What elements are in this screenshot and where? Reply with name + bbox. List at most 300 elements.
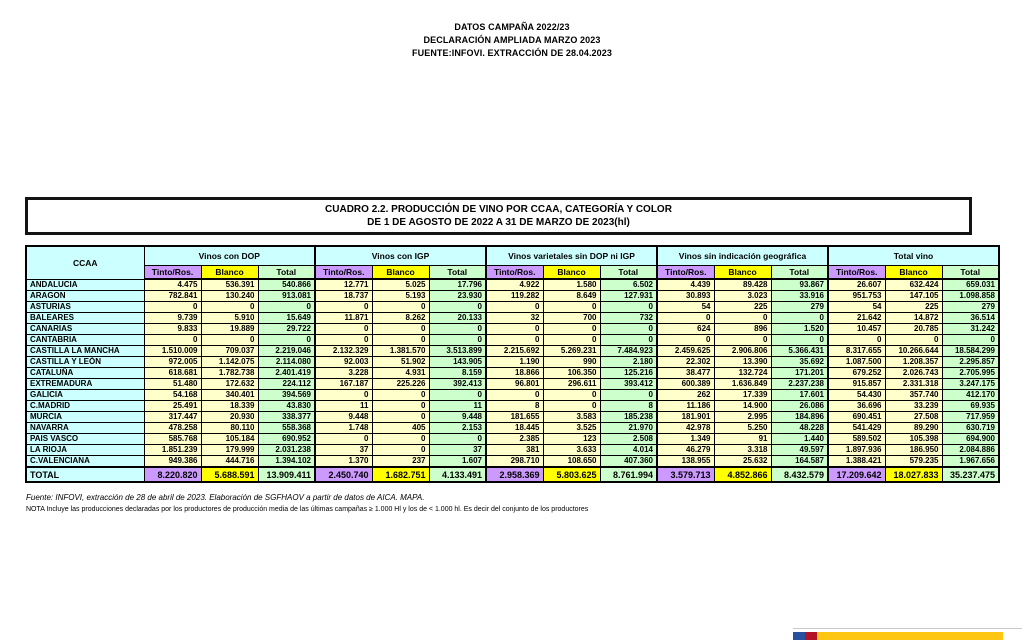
data-cell: 25.491 bbox=[144, 401, 201, 412]
data-cell: 179.999 bbox=[201, 445, 258, 456]
tinto-ros-header: Tinto/Ros. bbox=[486, 265, 543, 279]
data-cell: 1.190 bbox=[486, 357, 543, 368]
data-cell: 172.632 bbox=[201, 379, 258, 390]
data-cell: 618.681 bbox=[144, 368, 201, 379]
data-cell: 2.237.238 bbox=[771, 379, 828, 390]
data-cell: 262 bbox=[657, 390, 714, 401]
data-cell: 54.168 bbox=[144, 390, 201, 401]
data-cell: 11 bbox=[429, 401, 486, 412]
row-label: C.VALENCIANA bbox=[26, 456, 144, 468]
data-cell: 225 bbox=[885, 302, 942, 313]
data-cell: 1.440 bbox=[771, 434, 828, 445]
blanco-header: Blanco bbox=[372, 265, 429, 279]
data-cell: 972.005 bbox=[144, 357, 201, 368]
data-cell: 630.719 bbox=[942, 423, 999, 434]
data-cell: 15.649 bbox=[258, 313, 315, 324]
table-title-box bbox=[25, 197, 972, 235]
data-cell: 1.087.500 bbox=[828, 357, 885, 368]
data-cell: 0 bbox=[600, 335, 657, 346]
total-cell: 8.761.994 bbox=[600, 467, 657, 482]
row-label: C.MADRID bbox=[26, 401, 144, 412]
data-cell: 54 bbox=[657, 302, 714, 313]
data-cell: 2.215.692 bbox=[486, 346, 543, 357]
data-cell: 412.170 bbox=[942, 390, 999, 401]
data-cell: 0 bbox=[258, 302, 315, 313]
data-cell: 4.475 bbox=[144, 279, 201, 291]
data-cell: 5.269.231 bbox=[543, 346, 600, 357]
data-cell: 92.003 bbox=[315, 357, 372, 368]
data-cell: 951.753 bbox=[828, 291, 885, 302]
row-label: BALEARES bbox=[26, 313, 144, 324]
data-cell: 17.601 bbox=[771, 390, 828, 401]
data-cell: 2.132.329 bbox=[315, 346, 372, 357]
data-cell: 1.510.009 bbox=[144, 346, 201, 357]
data-cell: 1.580 bbox=[543, 279, 600, 291]
data-cell: 2.508 bbox=[600, 434, 657, 445]
table-row bbox=[26, 456, 999, 468]
data-cell: 0 bbox=[201, 302, 258, 313]
total-cell: 5.688.591 bbox=[201, 467, 258, 482]
data-cell: 279 bbox=[942, 302, 999, 313]
data-cell: 8 bbox=[600, 401, 657, 412]
data-cell: 42.978 bbox=[657, 423, 714, 434]
data-cell: 8.262 bbox=[372, 313, 429, 324]
total-cell: 17.209.642 bbox=[828, 467, 885, 482]
data-cell: 296.611 bbox=[543, 379, 600, 390]
table-row bbox=[26, 401, 999, 412]
data-cell: 1.636.849 bbox=[714, 379, 771, 390]
data-cell: 3.583 bbox=[543, 412, 600, 423]
row-label: PAIS VASCO bbox=[26, 434, 144, 445]
data-cell: 0 bbox=[372, 445, 429, 456]
data-cell: 2.180 bbox=[600, 357, 657, 368]
data-cell: 0 bbox=[372, 302, 429, 313]
data-cell: 298.710 bbox=[486, 456, 543, 468]
blanco-header: Blanco bbox=[714, 265, 771, 279]
campaign-line: DATOS CAMPAÑA 2022/23 bbox=[454, 22, 570, 32]
data-cell: 9.448 bbox=[429, 412, 486, 423]
data-cell: 407.360 bbox=[600, 456, 657, 468]
data-cell: 990 bbox=[543, 357, 600, 368]
data-cell: 8.317.655 bbox=[828, 346, 885, 357]
data-cell: 0 bbox=[771, 335, 828, 346]
data-cell: 478.258 bbox=[144, 423, 201, 434]
flag-red-segment bbox=[805, 632, 817, 640]
data-cell: 29.722 bbox=[258, 324, 315, 335]
data-cell: 224.112 bbox=[258, 379, 315, 390]
table-row bbox=[26, 291, 999, 302]
data-cell: 181.901 bbox=[657, 412, 714, 423]
data-cell: 340.401 bbox=[201, 390, 258, 401]
data-cell: 69.935 bbox=[942, 401, 999, 412]
data-cell: 0 bbox=[258, 335, 315, 346]
data-cell: 1.142.075 bbox=[201, 357, 258, 368]
total-cell: 13.909.411 bbox=[258, 467, 315, 482]
data-cell: 9.833 bbox=[144, 324, 201, 335]
data-cell: 0 bbox=[429, 324, 486, 335]
data-cell: 8.649 bbox=[543, 291, 600, 302]
data-cell: 541.429 bbox=[828, 423, 885, 434]
data-cell: 184.896 bbox=[771, 412, 828, 423]
table-total-row bbox=[26, 467, 999, 482]
data-cell: 0 bbox=[600, 302, 657, 313]
footer-flag-bar bbox=[793, 632, 1003, 640]
data-cell: 0 bbox=[429, 302, 486, 313]
data-cell: 186.950 bbox=[885, 445, 942, 456]
table-row bbox=[26, 346, 999, 357]
data-cell: 13.390 bbox=[714, 357, 771, 368]
data-cell: 51.902 bbox=[372, 357, 429, 368]
data-cell: 2.331.318 bbox=[885, 379, 942, 390]
blanco-header: Blanco bbox=[201, 265, 258, 279]
data-cell: 11.186 bbox=[657, 401, 714, 412]
data-cell: 12.771 bbox=[315, 279, 372, 291]
data-cell: 540.866 bbox=[258, 279, 315, 291]
data-cell: 782.841 bbox=[144, 291, 201, 302]
data-cell: 26.086 bbox=[771, 401, 828, 412]
table-row bbox=[26, 412, 999, 423]
data-cell: 444.716 bbox=[201, 456, 258, 468]
data-cell: 3.228 bbox=[315, 368, 372, 379]
data-cell: 32 bbox=[486, 313, 543, 324]
data-cell: 1.394.102 bbox=[258, 456, 315, 468]
total-cell: 4.133.491 bbox=[429, 467, 486, 482]
row-label: ASTURIAS bbox=[26, 302, 144, 313]
data-cell: 392.413 bbox=[429, 379, 486, 390]
data-cell: 0 bbox=[657, 335, 714, 346]
data-cell: 2.026.743 bbox=[885, 368, 942, 379]
data-cell: 700 bbox=[543, 313, 600, 324]
data-cell: 2.385 bbox=[486, 434, 543, 445]
data-cell: 119.282 bbox=[486, 291, 543, 302]
data-cell: 659.031 bbox=[942, 279, 999, 291]
data-cell: 1.782.738 bbox=[201, 368, 258, 379]
row-label: ANDALUCIA bbox=[26, 279, 144, 291]
flag-blue-segment bbox=[793, 632, 805, 640]
table-row bbox=[26, 302, 999, 313]
table-row bbox=[26, 335, 999, 346]
data-cell: 0 bbox=[543, 335, 600, 346]
data-cell: 89.428 bbox=[714, 279, 771, 291]
data-cell: 2.995 bbox=[714, 412, 771, 423]
data-cell: 20.785 bbox=[885, 324, 942, 335]
data-cell: 317.447 bbox=[144, 412, 201, 423]
data-cell: 0 bbox=[885, 335, 942, 346]
data-cell: 1.897.936 bbox=[828, 445, 885, 456]
data-cell: 171.201 bbox=[771, 368, 828, 379]
data-cell: 4.439 bbox=[657, 279, 714, 291]
group-header-2: Vinos varietales sin DOP ni IGP bbox=[486, 246, 657, 265]
table-title-line2: DE 1 DE AGOSTO DE 2022 A 31 DE MARZO DE 2023(hl) bbox=[367, 217, 630, 228]
table-header-group-row bbox=[26, 246, 999, 265]
data-cell: 20.930 bbox=[201, 412, 258, 423]
data-cell: 2.459.625 bbox=[657, 346, 714, 357]
tinto-ros-header: Tinto/Ros. bbox=[315, 265, 372, 279]
data-cell: 5.366.431 bbox=[771, 346, 828, 357]
data-cell: 132.724 bbox=[714, 368, 771, 379]
data-cell: 896 bbox=[714, 324, 771, 335]
data-cell: 80.110 bbox=[201, 423, 258, 434]
data-cell: 0 bbox=[201, 335, 258, 346]
total-cell: 35.237.475 bbox=[942, 467, 999, 482]
total-header: Total bbox=[258, 265, 315, 279]
data-cell: 105.184 bbox=[201, 434, 258, 445]
data-cell: 1.349 bbox=[657, 434, 714, 445]
data-cell: 96.801 bbox=[486, 379, 543, 390]
data-cell: 14.900 bbox=[714, 401, 771, 412]
declaration-line: DECLARACIÓN AMPLIADA MARZO 2023 bbox=[423, 35, 601, 45]
data-cell: 3.247.175 bbox=[942, 379, 999, 390]
data-cell: 3.023 bbox=[714, 291, 771, 302]
table-row bbox=[26, 368, 999, 379]
data-cell: 0 bbox=[771, 313, 828, 324]
data-cell: 357.740 bbox=[885, 390, 942, 401]
data-cell: 17.339 bbox=[714, 390, 771, 401]
tinto-ros-header: Tinto/Ros. bbox=[144, 265, 201, 279]
data-cell: 18.737 bbox=[315, 291, 372, 302]
data-cell: 0 bbox=[315, 335, 372, 346]
data-cell: 106.350 bbox=[543, 368, 600, 379]
data-cell: 91 bbox=[714, 434, 771, 445]
data-cell: 31.242 bbox=[942, 324, 999, 335]
data-cell: 0 bbox=[543, 401, 600, 412]
data-cell: 1.370 bbox=[315, 456, 372, 468]
data-cell: 11 bbox=[315, 401, 372, 412]
data-cell: 6.502 bbox=[600, 279, 657, 291]
table-row bbox=[26, 279, 999, 291]
data-cell: 1.851.239 bbox=[144, 445, 201, 456]
data-cell: 3.633 bbox=[543, 445, 600, 456]
row-label: LA RIOJA bbox=[26, 445, 144, 456]
data-cell: 143.905 bbox=[429, 357, 486, 368]
data-cell: 18.866 bbox=[486, 368, 543, 379]
flag-yellow-segment bbox=[817, 632, 1003, 640]
group-header-3: Vinos sin indicación geográfica bbox=[657, 246, 828, 265]
data-cell: 54.430 bbox=[828, 390, 885, 401]
data-cell: 36.696 bbox=[828, 401, 885, 412]
data-cell: 915.857 bbox=[828, 379, 885, 390]
data-cell: 0 bbox=[429, 434, 486, 445]
data-cell: 1.967.656 bbox=[942, 456, 999, 468]
data-cell: 37 bbox=[315, 445, 372, 456]
data-cell: 0 bbox=[714, 313, 771, 324]
table-row bbox=[26, 379, 999, 390]
data-cell: 49.597 bbox=[771, 445, 828, 456]
data-cell: 108.650 bbox=[543, 456, 600, 468]
table-row bbox=[26, 357, 999, 368]
data-cell: 0 bbox=[144, 302, 201, 313]
data-cell: 18.445 bbox=[486, 423, 543, 434]
data-cell: 5.025 bbox=[372, 279, 429, 291]
group-header-1: Vinos con IGP bbox=[315, 246, 486, 265]
data-cell: 913.081 bbox=[258, 291, 315, 302]
data-cell: 0 bbox=[372, 412, 429, 423]
data-cell: 18.339 bbox=[201, 401, 258, 412]
group-header-4: Total vino bbox=[828, 246, 999, 265]
data-cell: 0 bbox=[600, 324, 657, 335]
data-cell: 1.520 bbox=[771, 324, 828, 335]
data-cell: 0 bbox=[543, 390, 600, 401]
data-cell: 2.219.046 bbox=[258, 346, 315, 357]
table-title-line1: CUADRO 2.2. PRODUCCIÓN DE VINO POR CCAA, CATEGORÍA Y COLOR bbox=[325, 203, 672, 215]
data-cell: 717.959 bbox=[942, 412, 999, 423]
data-cell: 632.424 bbox=[885, 279, 942, 291]
data-cell: 5.250 bbox=[714, 423, 771, 434]
data-cell: 579.235 bbox=[885, 456, 942, 468]
total-cell: 4.852.866 bbox=[714, 467, 771, 482]
row-label: MURCIA bbox=[26, 412, 144, 423]
data-cell: 624 bbox=[657, 324, 714, 335]
row-label: CATALUÑA bbox=[26, 368, 144, 379]
data-cell: 405 bbox=[372, 423, 429, 434]
data-cell: 27.508 bbox=[885, 412, 942, 423]
data-cell: 8 bbox=[486, 401, 543, 412]
total-cell: 5.803.625 bbox=[543, 467, 600, 482]
data-cell: 1.208.357 bbox=[885, 357, 942, 368]
data-cell: 127.931 bbox=[600, 291, 657, 302]
total-header: Total bbox=[429, 265, 486, 279]
data-cell: 130.240 bbox=[201, 291, 258, 302]
data-cell: 4.922 bbox=[486, 279, 543, 291]
row-label: CANARIAS bbox=[26, 324, 144, 335]
data-cell: 3.318 bbox=[714, 445, 771, 456]
data-cell: 2.705.995 bbox=[942, 368, 999, 379]
data-cell: 0 bbox=[714, 335, 771, 346]
data-cell: 0 bbox=[828, 335, 885, 346]
table-row bbox=[26, 324, 999, 335]
data-cell: 0 bbox=[429, 390, 486, 401]
data-cell: 30.893 bbox=[657, 291, 714, 302]
data-cell: 0 bbox=[543, 324, 600, 335]
data-cell: 589.502 bbox=[828, 434, 885, 445]
data-cell: 26.607 bbox=[828, 279, 885, 291]
data-cell: 600.389 bbox=[657, 379, 714, 390]
data-cell: 23.930 bbox=[429, 291, 486, 302]
wine-production-table bbox=[25, 245, 1000, 483]
total-header: Total bbox=[771, 265, 828, 279]
data-cell: 89.290 bbox=[885, 423, 942, 434]
data-cell: 2.401.419 bbox=[258, 368, 315, 379]
data-cell: 0 bbox=[429, 335, 486, 346]
data-cell: 2.295.857 bbox=[942, 357, 999, 368]
data-cell: 0 bbox=[543, 302, 600, 313]
data-cell: 2.084.886 bbox=[942, 445, 999, 456]
data-cell: 679.252 bbox=[828, 368, 885, 379]
data-cell: 48.228 bbox=[771, 423, 828, 434]
group-header-0: Vinos con DOP bbox=[144, 246, 315, 265]
data-cell: 1.381.570 bbox=[372, 346, 429, 357]
row-label: NAVARRA bbox=[26, 423, 144, 434]
row-label: CASTILLA LA MANCHA bbox=[26, 346, 144, 357]
data-cell: 381 bbox=[486, 445, 543, 456]
data-cell: 690.952 bbox=[258, 434, 315, 445]
data-cell: 17.796 bbox=[429, 279, 486, 291]
data-cell: 11.871 bbox=[315, 313, 372, 324]
table-row bbox=[26, 390, 999, 401]
data-cell: 0 bbox=[372, 401, 429, 412]
row-label: CASTILLA Y LEÓN bbox=[26, 357, 144, 368]
data-cell: 35.692 bbox=[771, 357, 828, 368]
footer-hairline bbox=[793, 628, 1022, 629]
ccaa-column-header: CCAA bbox=[26, 246, 144, 279]
data-cell: 164.587 bbox=[771, 456, 828, 468]
data-cell: 167.187 bbox=[315, 379, 372, 390]
data-cell: 0 bbox=[315, 390, 372, 401]
data-cell: 43.830 bbox=[258, 401, 315, 412]
nota-footnote: NOTA Incluye las producciones declaradas por los productores de producción media de las últimas campañas ≥ 1.000 Hl y los de < 1.000 hl. Es decir del conjunto de los productores bbox=[26, 506, 589, 513]
row-label: ARAGON bbox=[26, 291, 144, 302]
source-footnote: Fuente: INFOVI, extracción de 28 de abril de 2023. Elaboración de SGFHAOV a partir de datos de AICA. MAPA. bbox=[26, 493, 425, 502]
data-cell: 0 bbox=[486, 335, 543, 346]
data-cell: 36.514 bbox=[942, 313, 999, 324]
data-cell: 125.216 bbox=[600, 368, 657, 379]
data-cell: 0 bbox=[372, 335, 429, 346]
data-cell: 0 bbox=[486, 302, 543, 313]
table-header-sub-row bbox=[26, 265, 999, 279]
data-cell: 10.457 bbox=[828, 324, 885, 335]
table-row bbox=[26, 423, 999, 434]
data-cell: 690.451 bbox=[828, 412, 885, 423]
data-cell: 4.014 bbox=[600, 445, 657, 456]
total-cell: 18.027.833 bbox=[885, 467, 942, 482]
data-cell: 93.867 bbox=[771, 279, 828, 291]
data-cell: 22.302 bbox=[657, 357, 714, 368]
total-cell: 8.220.820 bbox=[144, 467, 201, 482]
data-cell: 123 bbox=[543, 434, 600, 445]
data-cell: 0 bbox=[942, 335, 999, 346]
data-cell: 33.916 bbox=[771, 291, 828, 302]
data-cell: 51.480 bbox=[144, 379, 201, 390]
data-cell: 225 bbox=[714, 302, 771, 313]
data-cell: 2.031.238 bbox=[258, 445, 315, 456]
data-cell: 338.377 bbox=[258, 412, 315, 423]
row-label: EXTREMADURA bbox=[26, 379, 144, 390]
data-cell: 54 bbox=[828, 302, 885, 313]
data-cell: 138.955 bbox=[657, 456, 714, 468]
data-cell: 0 bbox=[657, 313, 714, 324]
data-cell: 558.368 bbox=[258, 423, 315, 434]
data-cell: 5.193 bbox=[372, 291, 429, 302]
data-cell: 279 bbox=[771, 302, 828, 313]
data-cell: 393.412 bbox=[600, 379, 657, 390]
data-cell: 0 bbox=[315, 434, 372, 445]
data-cell: 14.872 bbox=[885, 313, 942, 324]
data-cell: 25.632 bbox=[714, 456, 771, 468]
report-header bbox=[0, 21, 1024, 60]
total-header: Total bbox=[600, 265, 657, 279]
data-cell: 709.037 bbox=[201, 346, 258, 357]
blanco-header: Blanco bbox=[543, 265, 600, 279]
data-cell: 1.748 bbox=[315, 423, 372, 434]
data-cell: 7.484.923 bbox=[600, 346, 657, 357]
data-cell: 185.238 bbox=[600, 412, 657, 423]
total-cell: 8.432.579 bbox=[771, 467, 828, 482]
total-row-label: TOTAL bbox=[26, 467, 144, 482]
data-cell: 0 bbox=[372, 324, 429, 335]
data-cell: 147.105 bbox=[885, 291, 942, 302]
data-cell: 4.931 bbox=[372, 368, 429, 379]
data-cell: 21.642 bbox=[828, 313, 885, 324]
data-cell: 8.159 bbox=[429, 368, 486, 379]
row-label: GALICIA bbox=[26, 390, 144, 401]
data-cell: 585.768 bbox=[144, 434, 201, 445]
table-row bbox=[26, 313, 999, 324]
data-cell: 949.386 bbox=[144, 456, 201, 468]
tinto-ros-header: Tinto/Ros. bbox=[657, 265, 714, 279]
data-cell: 105.398 bbox=[885, 434, 942, 445]
data-cell: 732 bbox=[600, 313, 657, 324]
data-cell: 237 bbox=[372, 456, 429, 468]
